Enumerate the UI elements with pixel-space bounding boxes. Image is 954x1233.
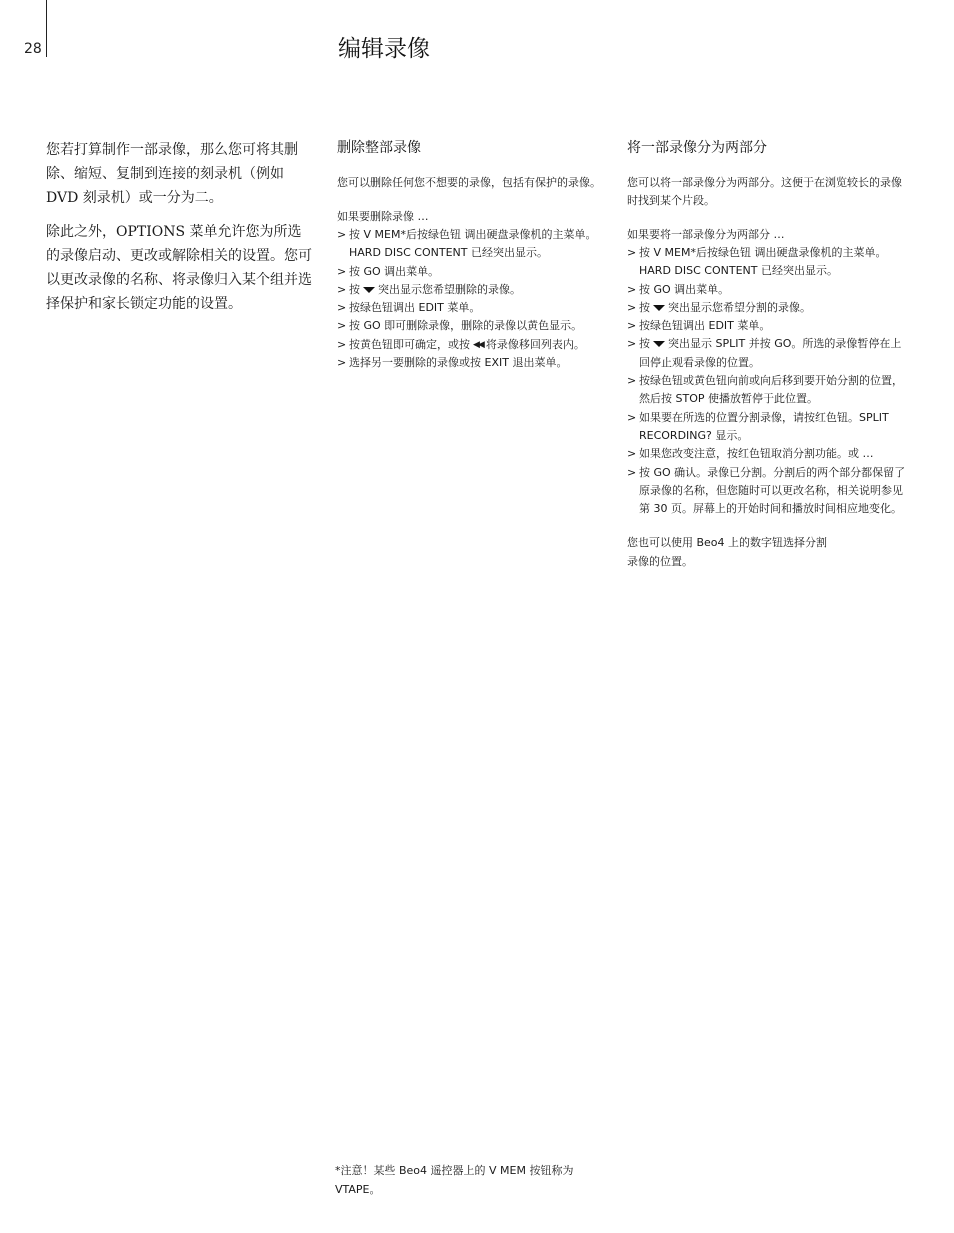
section-subtitle: 如果要删除录像 … (337, 210, 429, 223)
footnote: *注意！某些 Beo4 遥控器上的 V MEM 按钮称为 VTAPE。 (335, 1164, 574, 1196)
section-note: 您也可以使用 Beo4 上的数字钮选择分割录像的位置。 (627, 536, 828, 568)
split-recording-section (627, 138, 907, 571)
step-text: 按 (639, 337, 650, 351)
step-item (627, 299, 907, 317)
step-item: > 按 GO 确认。录像已分割。分割后的两个部分都保留了原录像的名称，但您随时可以更改名称，相关说明参见第 30 页。屏幕上的开始时间和播放时间相应地变化。 (627, 464, 907, 519)
step-item: > 按 V MEM*后按绿色钮 调出硬盘录像机的主菜单。HARD DISC CONTENT 已经突出显示。 (337, 226, 619, 263)
page-number: 28 (24, 41, 42, 57)
intro-paragraph: 除此之外，OPTIONS 菜单允许您为所选的录像启动、更改或解除相关的设置。您可以更改录像的名称、将录像归入某个组并选择保护和家长锁定功能的设置。 (46, 224, 312, 312)
step-item: > 如果要在所选的位置分割录像，请按红色钮。SPLIT RECORDING? 显示。 (627, 409, 907, 446)
step-list (337, 226, 619, 373)
arrow-down-icon (653, 305, 665, 311)
step-item: > 按绿色钮调出 EDIT 菜单。 (627, 317, 907, 335)
step-text: 按 (349, 282, 360, 296)
step-text: 突出显示您希望删除的录像。 (378, 282, 521, 296)
step-text: 将录像移回列表内。 (485, 337, 585, 351)
arrow-down-icon (653, 341, 665, 347)
step-item: > 按绿色钮或黄色钮向前或向后移到要开始分割的位置，然后按 STOP 使播放暂停于此位置。 (627, 372, 907, 409)
section-title: 删除整部录像 (337, 140, 421, 156)
step-list (627, 244, 907, 518)
section-subtitle: 如果要将一部录像分为两部分 … (627, 228, 785, 241)
rewind-icon: ◀◀ (473, 339, 483, 350)
step-item: > 如果您改变注意，按红色钮取消分割功能。或 … (627, 445, 907, 463)
step-item: > 按 V MEM*后按绿色钮 调出硬盘录像机的主菜单。HARD DISC CONTENT 已经突出显示。 (627, 244, 907, 281)
step-text: 按 (639, 300, 650, 314)
step-item: > 按绿色钮调出 EDIT 菜单。 (337, 299, 619, 317)
step-item (337, 281, 619, 299)
arrow-down-icon (363, 287, 375, 293)
intro-paragraph: 您若打算制作一部录像，那么您可将其删除、缩短、复制到连接的刻录机（例如 DVD 刻录机）或一分为二。 (46, 142, 298, 206)
step-item: > 按 GO 即可删除录像，删除的录像以黄色显示。 (337, 317, 619, 335)
delete-recording-section (337, 138, 619, 373)
page-title: 编辑录像 (338, 36, 430, 62)
header-rule (46, 0, 47, 57)
step-item: > 按 GO 调出菜单。 (337, 263, 619, 281)
section-lead: 您可以删除任何您不想要的录像，包括有保护的录像。 (337, 176, 601, 189)
intro-column (46, 138, 314, 326)
step-text: 按黄色钮即可确定，或按 (349, 337, 470, 351)
step-text: 突出显示 SPLIT 并按 GO。所选的录像暂停在上回停止观看录像的位置。 (639, 337, 902, 369)
step-text: 突出显示您希望分割的录像。 (668, 300, 811, 314)
step-item: > 按 GO 调出菜单。 (627, 281, 907, 299)
section-lead: 您可以将一部录像分为两部分。这便于在浏览较长的录像时找到某个片段。 (627, 176, 902, 207)
section-title: 将一部录像分为两部分 (627, 140, 767, 156)
step-item (337, 336, 619, 354)
step-item (627, 335, 907, 372)
step-item: > 选择另一要删除的录像或按 EXIT 退出菜单。 (337, 354, 619, 372)
